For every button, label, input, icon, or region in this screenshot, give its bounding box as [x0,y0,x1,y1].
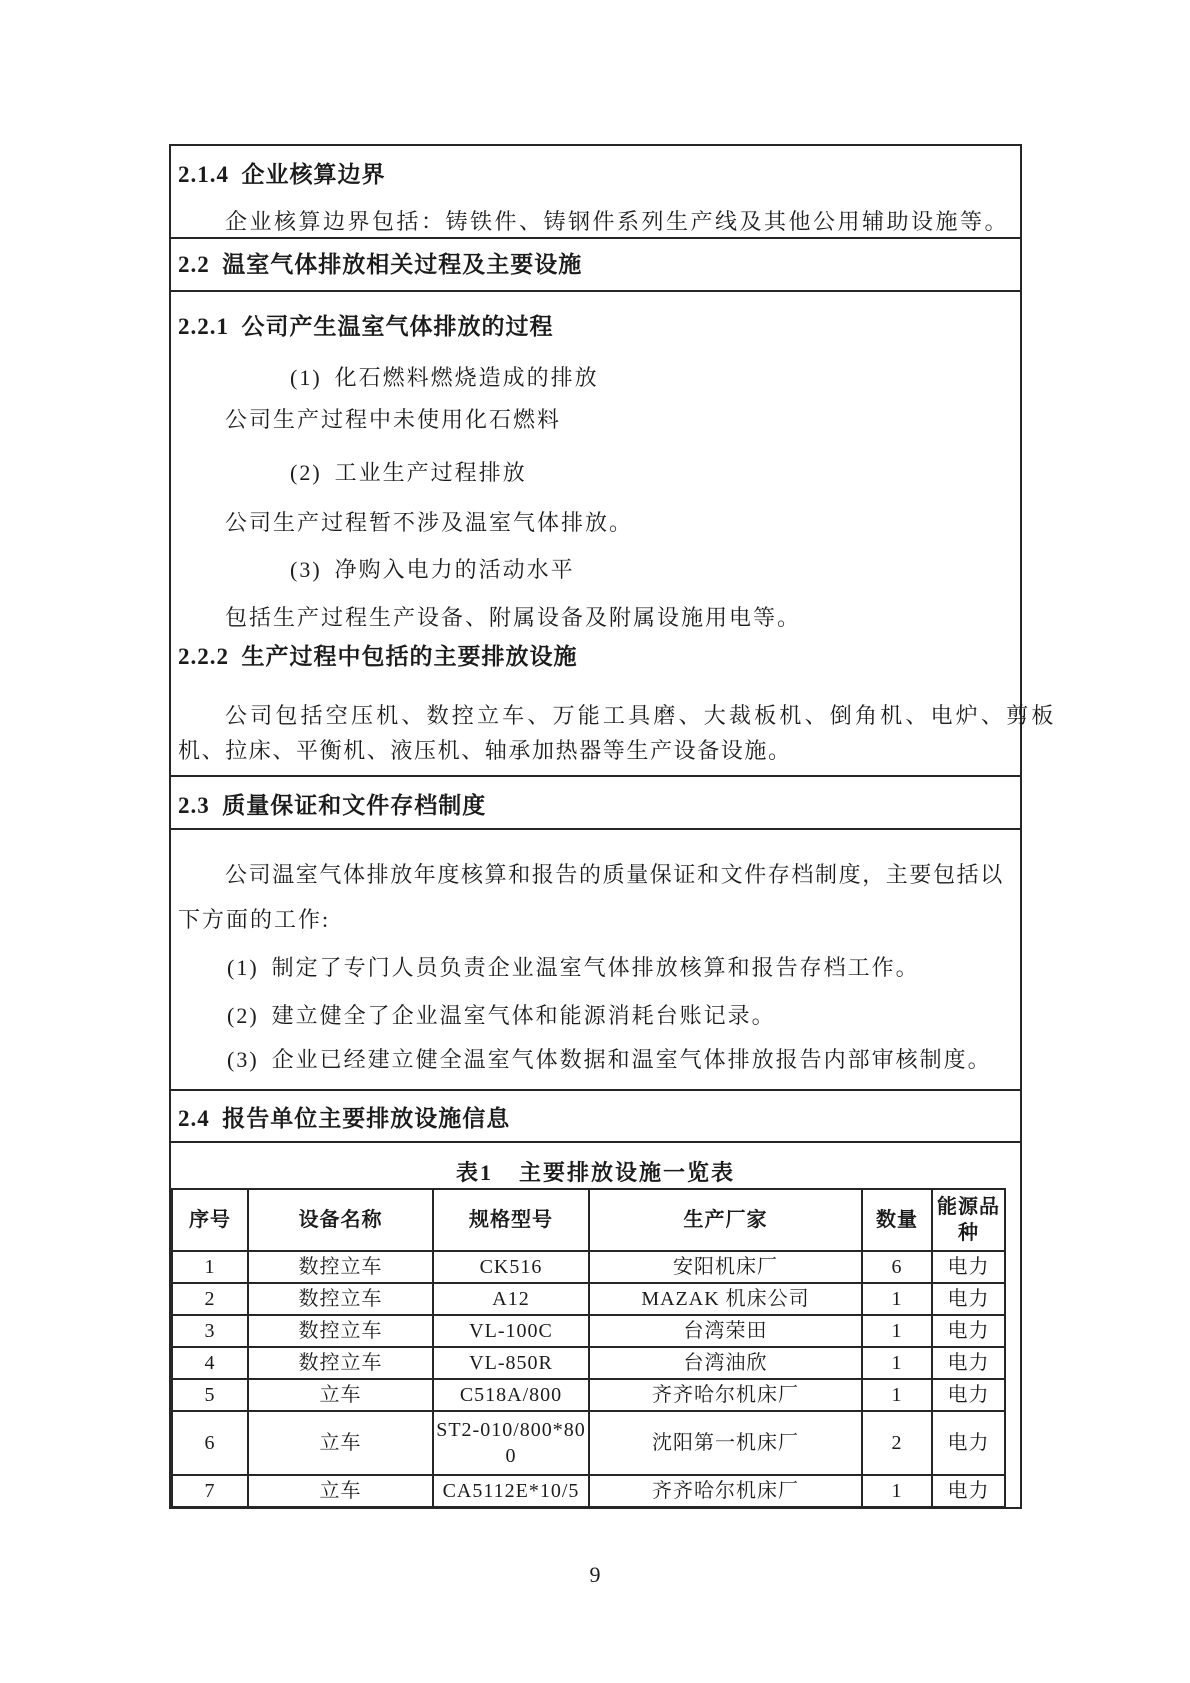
cell-manufacturer: 台湾荣田 [589,1315,862,1347]
cell-energy-type: 电力 [932,1411,1005,1475]
facility-table-section [171,1143,1020,1507]
cell-spec-model: A12 [433,1283,589,1315]
cell-manufacturer: 齐齐哈尔机床厂 [589,1379,862,1411]
table-row [172,1251,1005,1283]
table-row [172,1379,1005,1411]
document-frame [169,144,1057,1509]
page-number: 9 [589,1562,601,1587]
emission-process-note-1: 公司生产过程中未使用化石燃料 [225,407,562,432]
col-header-quantity: 数量 [862,1189,932,1251]
cell-energy-type: 电力 [932,1379,1005,1411]
cell-seq: 2 [172,1283,248,1315]
table-row [172,1475,1005,1507]
cell-device-name: 数控立车 [248,1283,433,1315]
section-2-2-2-heading: 2.2.2 生产过程中包括的主要排放设施 [178,644,578,669]
cell-quantity: 1 [862,1475,932,1507]
section-2-2-1-heading: 2.2.1 公司产生温室气体排放的过程 [178,314,554,339]
cell-device-name: 数控立车 [248,1251,433,1283]
qa-item-2: (2) 建立健全了企业温室气体和能源消耗台账记录。 [227,1003,776,1028]
col-header-energy-type: 能源品种 [932,1189,1005,1251]
cell-quantity: 1 [862,1347,932,1379]
section-2-4-heading: 2.4 报告单位主要排放设施信息 [178,1106,511,1131]
cell-energy-type: 电力 [932,1251,1005,1283]
qa-paragraph-line1: 公司温室气体排放年度核算和报告的质量保证和文件存档制度，主要包括以 [225,862,1004,887]
cell-energy-type: 电力 [932,1347,1005,1379]
cell-device-name: 数控立车 [248,1315,433,1347]
cell-quantity: 1 [862,1283,932,1315]
col-header-device-name: 设备名称 [248,1189,433,1251]
cell-seq: 7 [172,1475,248,1507]
table-row [172,1283,1005,1315]
table-caption: 表1 主要排放设施一览表 [455,1160,735,1185]
cell-device-name: 立车 [248,1379,433,1411]
emission-process-item-1: (1) 化石燃料燃烧造成的排放 [290,365,599,390]
table-header-row [172,1189,1005,1251]
cell-spec-model: ST2-010/800*800 [433,1411,589,1475]
cell-quantity: 1 [862,1315,932,1347]
cell-seq: 1 [172,1251,248,1283]
cell-quantity: 2 [862,1411,932,1475]
section-2-2-2-paragraph-line2: 机、拉床、平衡机、液压机、轴承加热器等生产设备设施。 [178,738,792,763]
section-2-2-1 [171,292,1057,777]
section-2-2 [171,239,1020,292]
emission-process-item-2: (2) 工业生产过程排放 [290,460,527,485]
cell-device-name: 数控立车 [248,1347,433,1379]
table-row [172,1315,1005,1347]
cell-seq: 5 [172,1379,248,1411]
cell-energy-type: 电力 [932,1315,1005,1347]
cell-seq: 3 [172,1315,248,1347]
cell-energy-type: 电力 [932,1475,1005,1507]
col-header-spec-model: 规格型号 [433,1189,589,1251]
col-header-manufacturer: 生产厂家 [589,1189,862,1251]
section-2-2-2-paragraph-line1: 公司包括空压机、数控立车、万能工具磨、大裁板机、倒角机、电炉、剪板 [225,703,1057,728]
cell-device-name: 立车 [248,1411,433,1475]
qa-paragraph-line2: 下方面的工作: [178,907,331,932]
cell-quantity: 6 [862,1251,932,1283]
cell-seq: 6 [172,1411,248,1475]
cell-spec-model: VL-100C [433,1315,589,1347]
section-2-1-4-paragraph: 企业核算边界包括：铸铁件、铸钢件系列生产线及其他公用辅助设施等。 [225,209,1010,234]
emission-process-item-3: (3) 净购入电力的活动水平 [290,557,575,582]
cell-spec-model: VL-850R [433,1347,589,1379]
cell-manufacturer: 齐齐哈尔机床厂 [589,1475,862,1507]
table-row [172,1347,1005,1379]
table-row [172,1411,1005,1475]
cell-energy-type: 电力 [932,1283,1005,1315]
section-2-3-content [171,830,1020,1091]
qa-item-3: (3) 企业已经建立健全温室气体数据和温室气体排放报告内部审核制度。 [227,1047,992,1072]
cell-manufacturer: 台湾油欣 [589,1347,862,1379]
emission-process-note-3: 包括生产过程生产设备、附属设备及附属设施用电等。 [225,605,802,630]
col-header-seq: 序号 [172,1189,248,1251]
cell-device-name: 立车 [248,1475,433,1507]
emission-process-note-2: 公司生产过程暂不涉及温室气体排放。 [225,510,634,535]
section-2-4 [171,1091,1020,1143]
section-2-3-heading: 2.3 质量保证和文件存档制度 [178,793,487,818]
section-2-1-4-heading: 2.1.4 企业核算边界 [178,162,386,187]
section-2-1-4 [171,146,1020,239]
cell-manufacturer: 沈阳第一机床厂 [589,1411,862,1475]
section-2-2-heading: 2.2 温室气体排放相关过程及主要设施 [178,252,583,277]
cell-spec-model: CA5112E*10/5 [433,1475,589,1507]
section-2-3 [171,777,1020,830]
cell-seq: 4 [172,1347,248,1379]
cell-quantity: 1 [862,1379,932,1411]
cell-spec-model: C518A/800 [433,1379,589,1411]
qa-item-1: (1) 制定了专门人员负责企业温室气体排放核算和报告存档工作。 [227,955,920,980]
emission-facilities-table [171,1188,1006,1508]
cell-spec-model: CK516 [433,1251,589,1283]
cell-manufacturer: MAZAK 机床公司 [589,1283,862,1315]
cell-manufacturer: 安阳机床厂 [589,1251,862,1283]
